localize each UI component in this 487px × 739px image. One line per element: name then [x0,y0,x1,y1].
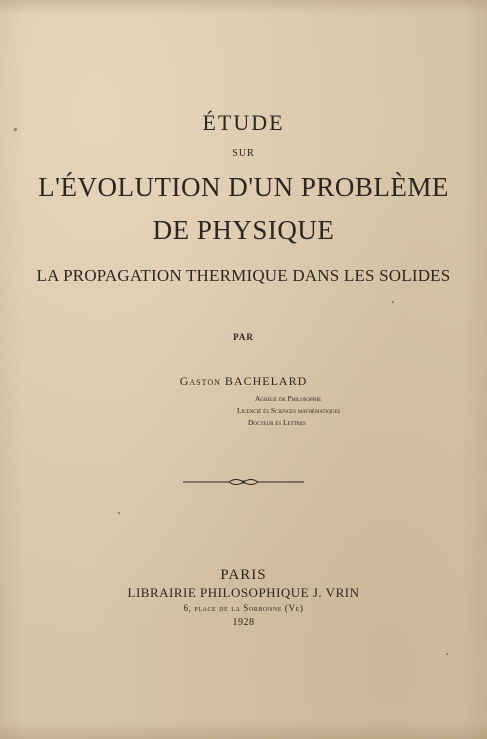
paper-speck [446,653,448,655]
paper-speck [118,512,120,514]
publisher-city: PARIS [220,567,267,583]
publisher-address: 6, place de la Sorbonne (Ve) [183,603,304,613]
author-name: Gaston BACHELARD [179,374,308,388]
author-credential-licencie: Licencié ès Sciences mathématiques [237,406,341,415]
cover-word-sur: SUR [232,148,255,159]
publisher-name: LIBRAIRIE PHILOSOPHIQUE J. VRIN [127,585,360,600]
cover-heading-etude: ÉTUDE [202,110,285,135]
paper-speck [14,128,17,131]
cover-word-par: PAR [233,332,254,342]
cover-subtitle: LA PROPAGATION THERMIQUE DANS LES SOLIDES [36,266,451,285]
ornamental-rule-icon [181,475,306,489]
cover-top-edge [0,0,487,14]
paper-speck [392,301,394,303]
cover-title-line-1: L'ÉVOLUTION D'UN PROBLÈME [38,172,449,202]
cover-bottom-edge [0,721,487,739]
author-credential-docteur: Docteur ès Lettres [248,418,306,427]
author-credential-agrege: Agrégé de Philosophie [255,394,322,403]
publication-year: 1928 [232,617,255,628]
cover-title-line-2: DE PHYSIQUE [152,215,335,245]
